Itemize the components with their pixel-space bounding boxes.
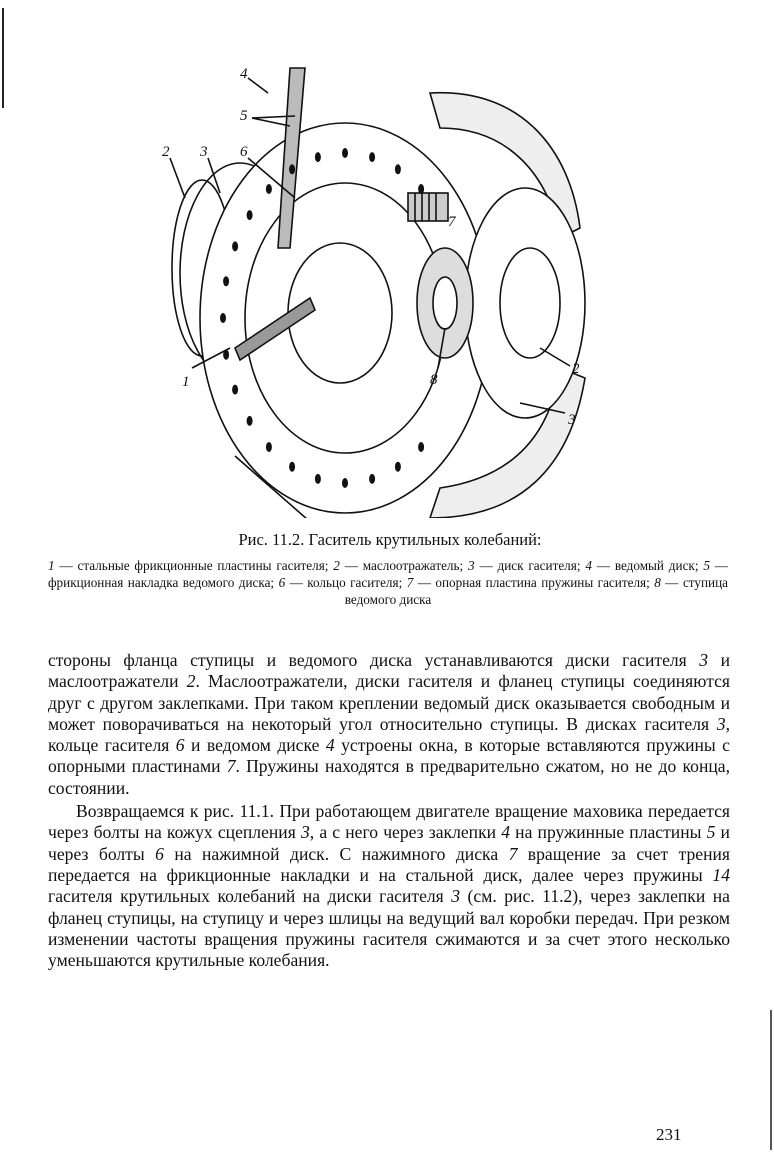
part-reference: 6 xyxy=(175,735,185,756)
callout-7: 7 xyxy=(448,214,456,230)
callout-5: 5 xyxy=(240,108,248,124)
bolt-hole xyxy=(232,241,238,251)
text-run: на пружинные пластины xyxy=(510,822,707,843)
legend-text: — ведомый диск; xyxy=(591,558,704,573)
bolt-hole xyxy=(315,474,321,484)
text-run: . Пружины находятся в предварительно сжатом, но не до конца, состоянии. xyxy=(48,756,730,798)
callout-3-left: 3 xyxy=(200,144,208,160)
bolt-hole xyxy=(247,210,253,220)
part-reference: 6 xyxy=(155,843,164,864)
callout-3-right: 3 xyxy=(568,412,576,428)
legend-text: — стальные фрикционные пластины гасителя; xyxy=(54,558,334,573)
bolt-hole xyxy=(395,462,401,472)
legend-text: — опорная пластина пружины гасителя; xyxy=(413,575,655,590)
bolt-hole xyxy=(369,152,375,162)
text-run: (см. рис. 11.2), через заклепки на фланец ступицы, на ступицу и через шлицы на ведущий вал коробки передач. При резком изменении частоты вращения пружины гасителя сжимаются и за счет этого несколько уменьшаются крутильные колебания. xyxy=(48,886,730,971)
legend-number: 4 xyxy=(585,558,592,573)
text-run: гасителя крутильных колебаний на диски гасителя xyxy=(48,886,452,907)
legend-number: 7 xyxy=(406,575,414,590)
text-run: Возвращаемся к рис. 11.1. При работающем двигателе вращение маховика передается через болты на кожух сцепления xyxy=(48,801,730,843)
part-reference: 3 xyxy=(300,822,310,843)
bolt-hole xyxy=(418,184,424,194)
part-reference: 2 xyxy=(186,671,196,692)
damper-spring xyxy=(408,193,448,221)
bolt-hole xyxy=(220,313,226,323)
legend-number: 5 xyxy=(703,558,710,573)
page-number: 231 xyxy=(656,1125,682,1144)
bolt-hole xyxy=(232,385,238,395)
text-run: и маслоотражатели xyxy=(48,650,730,692)
part-reference: 3 xyxy=(699,650,709,670)
callout-6: 6 xyxy=(240,144,248,160)
bolt-hole xyxy=(247,416,253,426)
damper-illustration xyxy=(140,48,600,518)
bolt-hole xyxy=(342,478,348,488)
bolt-hole xyxy=(418,442,424,452)
bolt-hole xyxy=(395,164,401,174)
paragraph-1 xyxy=(48,650,730,799)
legend-text: — ступица ведомого диска xyxy=(344,575,728,607)
legend-text: — диск гасителя; xyxy=(474,558,586,573)
body-text xyxy=(48,650,730,971)
part-reference: 4 xyxy=(325,735,335,756)
callout-8: 8 xyxy=(430,372,438,388)
figure-caption: Рис. 11.2. Гаситель крутильных колебаний: xyxy=(238,530,542,549)
part-reference: 3 xyxy=(716,713,726,734)
legend-number: 8 xyxy=(654,575,661,590)
part-reference: 4 xyxy=(501,822,511,843)
bolt-hole xyxy=(266,442,272,452)
legend-number: 2 xyxy=(333,558,340,573)
text-run: вращение за счет трения передается на фрикционные накладки и на стальной диск, далее через пружины xyxy=(48,843,730,885)
callout-2-left: 2 xyxy=(162,144,170,160)
legend-number: 1 xyxy=(48,558,55,573)
figure-damper-drawing xyxy=(140,48,600,518)
legend-number: 6 xyxy=(278,575,286,590)
text-run: устроены окна, в которые вставляются пружины с опорными пластинами xyxy=(48,735,730,777)
bolt-hole xyxy=(315,152,321,162)
legend-text: — фрикционная накладка ведомого диска; xyxy=(48,558,728,590)
bolt-hole xyxy=(369,474,375,484)
text-run: на нажимной диск. С нажимного диска xyxy=(163,843,509,864)
legend-text: — маслоотражатель; xyxy=(339,558,469,573)
legend-number: 3 xyxy=(468,558,475,573)
text-run: , а с него через заклепки xyxy=(309,822,502,843)
bolt-hole xyxy=(289,164,295,174)
figure-legend xyxy=(48,557,728,608)
bolt-hole xyxy=(266,184,272,194)
part-reference: 14 xyxy=(712,864,730,885)
part-reference: 5 xyxy=(706,822,716,843)
text-run: и через болты xyxy=(48,822,730,864)
text-run: , кольце гасителя xyxy=(48,713,730,756)
bolt-hole xyxy=(289,462,295,472)
part-reference: 7 xyxy=(508,843,518,864)
bolt-hole xyxy=(342,148,348,158)
right-damper-disc xyxy=(465,188,585,418)
callout-4: 4 xyxy=(240,66,248,82)
page-edge-left xyxy=(0,0,6,1164)
bolt-hole xyxy=(223,350,229,360)
text-run: стороны фланца ступицы и ведомого диска устанавливаются диски гасителя xyxy=(48,650,700,670)
legend-text: — кольцо гасителя; xyxy=(285,575,407,590)
paragraph-2 xyxy=(48,801,730,971)
page-edge-right xyxy=(768,1010,774,1160)
callout-2-right: 2 xyxy=(572,361,580,377)
part-reference: 3 xyxy=(451,886,461,907)
callout-1: 1 xyxy=(182,374,190,390)
text-run: и ведомом диске xyxy=(184,735,326,756)
bolt-hole xyxy=(223,276,229,286)
part-reference: 7 xyxy=(226,756,236,777)
text-run: . Маслоотражатели, диски гасителя и фланец ступицы соединяются друг с другом заклепками. При таком креплении ведомый диск оказывается свободным и может поворачиваться на некоторый угол относительно ступицы. В дисках гасителя xyxy=(48,671,730,734)
